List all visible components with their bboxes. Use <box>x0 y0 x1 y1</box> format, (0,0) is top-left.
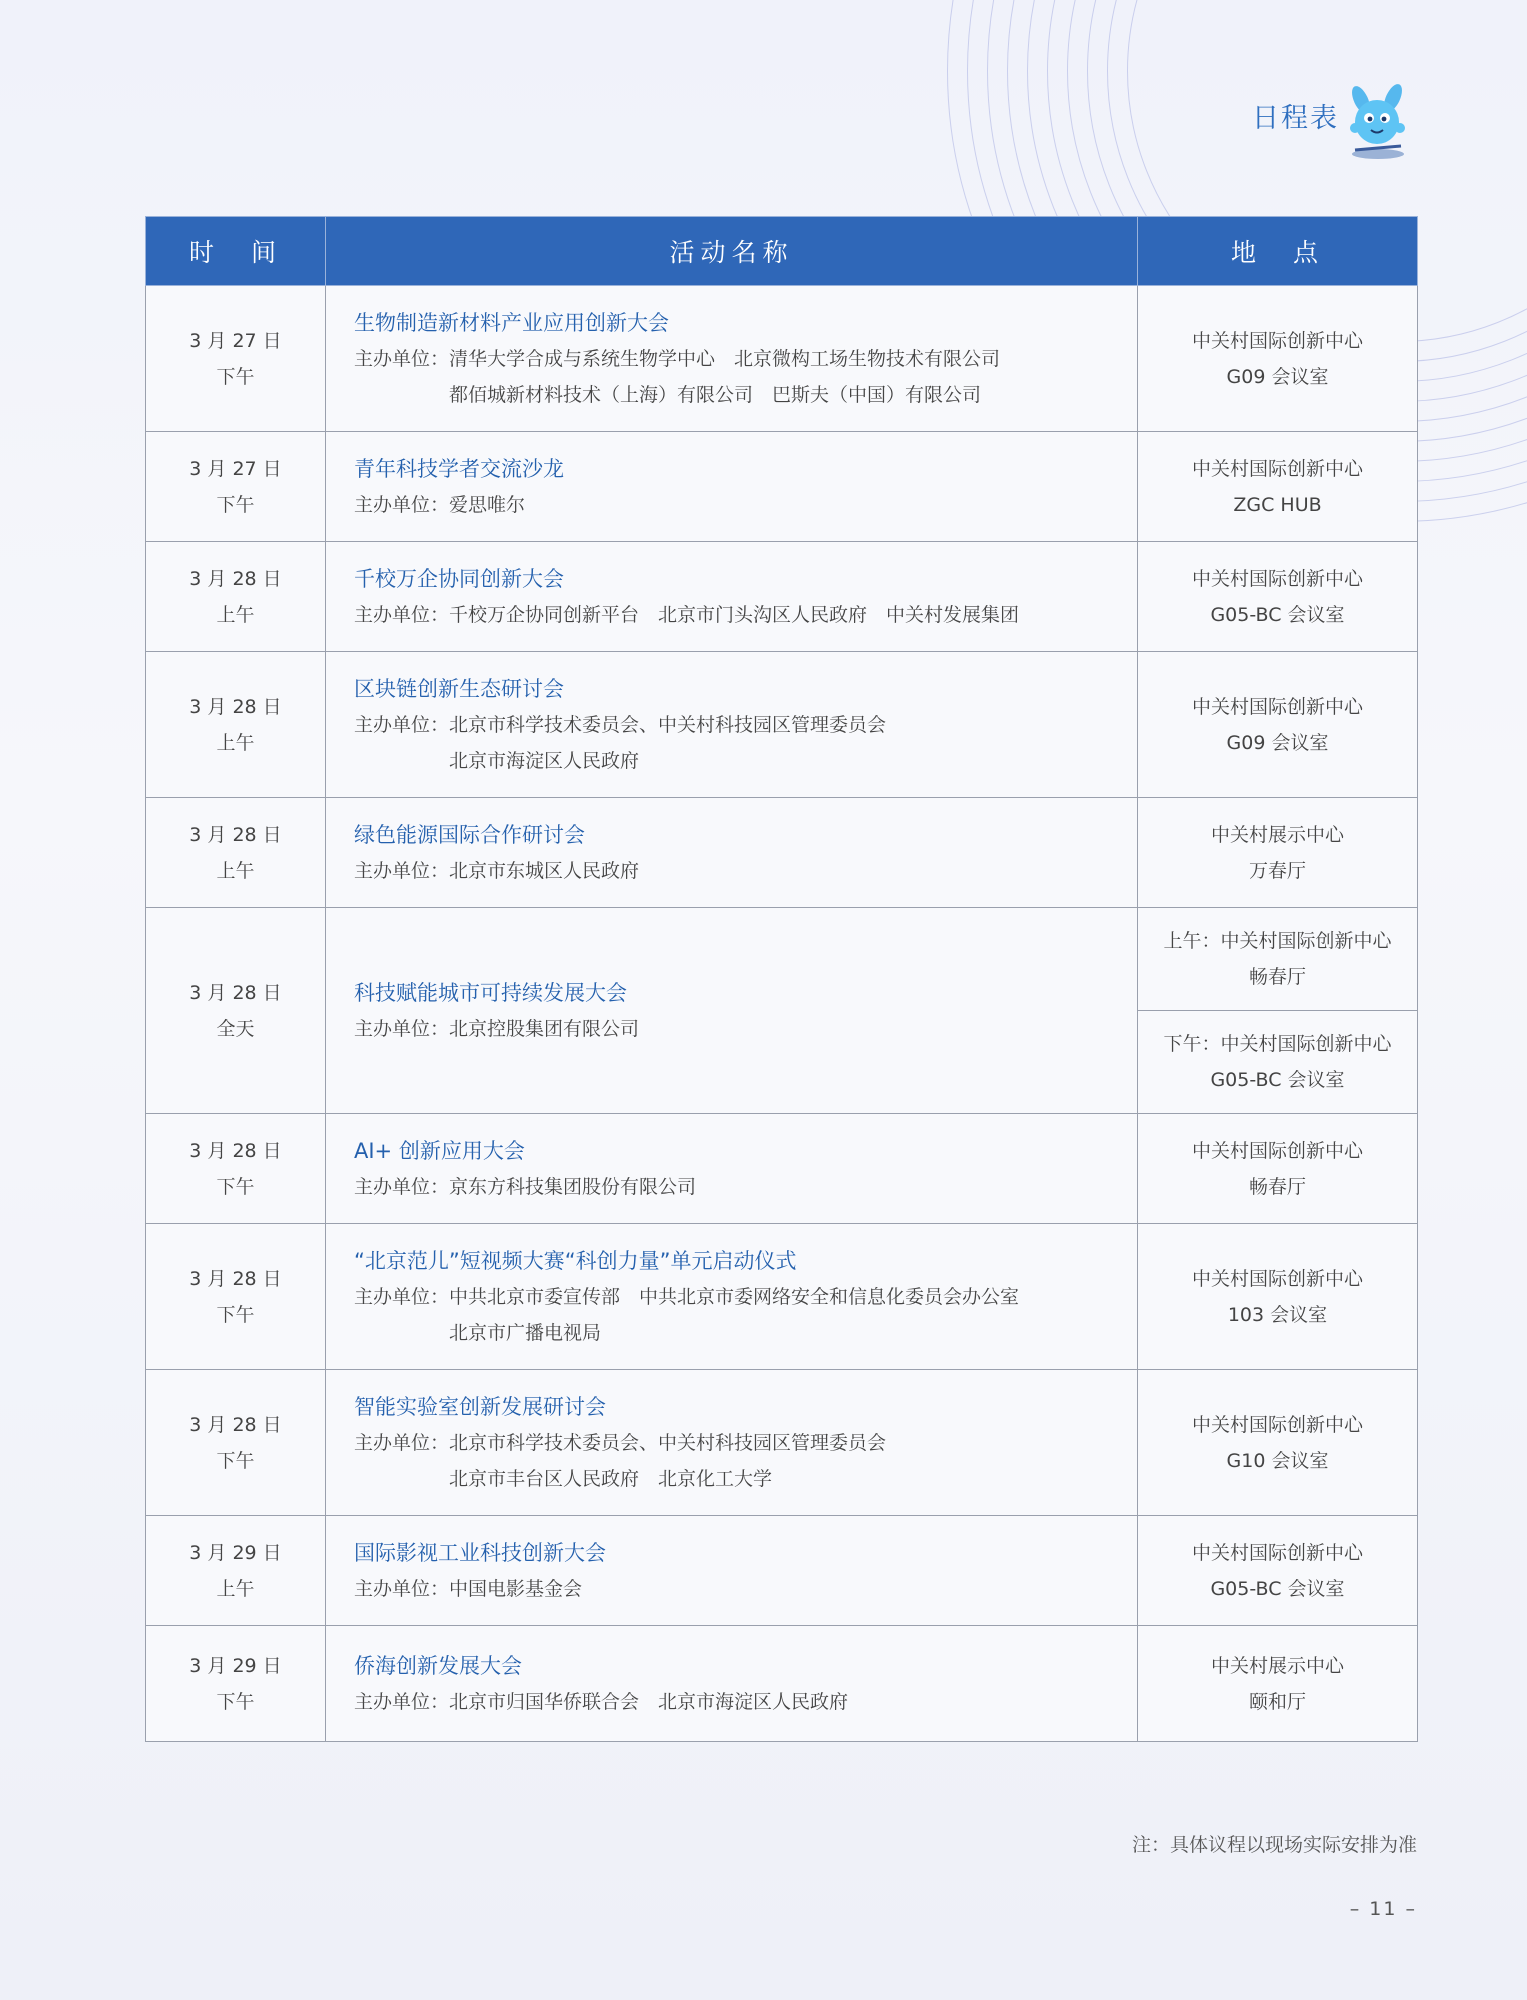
event-period: 上午 <box>216 603 255 626</box>
organizer-line: 中国电影基金会 <box>449 1577 583 1600</box>
event-period: 上午 <box>216 731 255 754</box>
location-cell <box>1138 798 1418 908</box>
organizer-line: 北京市东城区人民政府 <box>449 859 640 882</box>
event-organizer <box>354 707 1109 779</box>
location-line: G10 会议室 <box>1226 1449 1329 1472</box>
table-row <box>146 908 1418 1114</box>
location-line: G05-BC 会议室 <box>1210 603 1345 626</box>
event-period: 下午 <box>216 1690 255 1713</box>
page-title: 日程表 <box>1252 103 1339 134</box>
organizer-list <box>449 487 525 523</box>
organizer-line: 北京市归国华侨联合会 北京市海淀区人民政府 <box>449 1690 849 1713</box>
table-row <box>146 432 1418 542</box>
event-title: AI+ 创新应用大会 <box>354 1138 525 1163</box>
organizer-list <box>449 1169 696 1205</box>
location-cell <box>1138 1370 1418 1516</box>
time-cell <box>146 432 326 542</box>
time-cell <box>146 798 326 908</box>
event-date: 3 月 28 日 <box>189 823 282 846</box>
event-date: 3 月 27 日 <box>189 329 282 352</box>
event-period: 下午 <box>216 1303 255 1326</box>
location-session <box>1138 908 1417 1011</box>
organizer-list <box>449 597 1019 633</box>
location-line: G05-BC 会议室 <box>1210 1069 1345 1091</box>
event-date: 3 月 28 日 <box>189 1139 282 1162</box>
table-row <box>146 1370 1418 1516</box>
footnote: 注：具体议程以现场实际安排为准 <box>1131 1834 1417 1856</box>
organizer-line: 爱思唯尔 <box>449 493 526 516</box>
event-date: 3 月 27 日 <box>189 457 282 480</box>
organizer-label: 主办单位： <box>354 1285 450 1308</box>
event-organizer <box>354 1684 1109 1720</box>
event-title: 科技赋能城市可持续发展大会 <box>354 980 627 1005</box>
event-title: 生物制造新材料产业应用创新大会 <box>354 310 669 335</box>
organizer-list <box>449 1425 886 1497</box>
organizer-list <box>449 853 639 889</box>
event-date: 3 月 28 日 <box>189 695 282 718</box>
table-row <box>146 1626 1418 1742</box>
event-organizer <box>354 487 1109 523</box>
organizer-list <box>449 1279 1019 1351</box>
event-period: 下午 <box>216 493 255 516</box>
table-row <box>146 286 1418 432</box>
event-date: 3 月 29 日 <box>189 1541 282 1564</box>
organizer-line: 北京市海淀区人民政府 <box>449 749 640 772</box>
event-title: 智能实验室创新发展研讨会 <box>354 1394 606 1419</box>
organizer-label: 主办单位： <box>354 493 450 516</box>
time-cell <box>146 1626 326 1742</box>
event-date: 3 月 28 日 <box>189 981 282 1004</box>
organizer-list <box>449 1571 582 1607</box>
location-line: 万春厅 <box>1248 859 1306 882</box>
time-cell <box>146 1516 326 1626</box>
event-title: 千校万企协同创新大会 <box>354 566 564 591</box>
event-cell <box>326 1114 1138 1224</box>
location-line: G05-BC 会议室 <box>1210 1577 1345 1600</box>
organizer-line: 北京市科学技术委员会、中关村科技园区管理委员会 <box>449 713 887 736</box>
event-title: 侨海创新发展大会 <box>354 1653 522 1678</box>
table-row <box>146 1114 1418 1224</box>
location-line: 中关村国际创新中心 <box>1191 1413 1363 1436</box>
location-line: 中关村国际创新中心 <box>1191 329 1363 352</box>
location-line: ZGC HUB <box>1233 493 1322 516</box>
location-line: 上午：中关村国际创新中心 <box>1163 930 1392 952</box>
location-line: 中关村展示中心 <box>1210 1654 1344 1677</box>
table-row <box>146 1516 1418 1626</box>
event-organizer <box>354 1169 1109 1205</box>
page-number: – 11 – <box>1349 1898 1417 1920</box>
location-line: 中关村国际创新中心 <box>1191 1267 1363 1290</box>
event-cell <box>326 432 1138 542</box>
table-row <box>146 798 1418 908</box>
organizer-label: 主办单位： <box>354 1175 450 1198</box>
event-organizer <box>354 1571 1109 1607</box>
event-organizer <box>354 853 1109 889</box>
event-title: “北京范儿”短视频大赛“科创力量”单元启动仪式 <box>354 1248 797 1273</box>
location-line: 畅春厅 <box>1248 966 1306 988</box>
organizer-label: 主办单位： <box>354 1577 450 1600</box>
location-line: 中关村国际创新中心 <box>1191 695 1363 718</box>
location-line: 中关村国际创新中心 <box>1191 1541 1363 1564</box>
time-cell <box>146 908 326 1114</box>
location-line: 中关村国际创新中心 <box>1191 567 1363 590</box>
organizer-label: 主办单位： <box>354 713 450 736</box>
organizer-label: 主办单位： <box>354 1017 450 1040</box>
event-title: 国际影视工业科技创新大会 <box>354 1540 606 1565</box>
organizer-line: 中共北京市委宣传部 中共北京市委网络安全和信息化委员会办公室 <box>449 1285 1020 1308</box>
event-title: 绿色能源国际合作研讨会 <box>354 822 585 847</box>
location-session-cell <box>1138 908 1417 1011</box>
location-line: G09 会议室 <box>1226 365 1329 388</box>
location-cell <box>1138 652 1418 798</box>
location-cell <box>1138 286 1418 432</box>
organizer-label: 主办单位： <box>354 603 450 626</box>
event-date: 3 月 28 日 <box>189 1267 282 1290</box>
location-split <box>1138 908 1417 1113</box>
event-date: 3 月 29 日 <box>189 1654 282 1677</box>
time-cell <box>146 1224 326 1370</box>
location-cell <box>1138 1516 1418 1626</box>
header-location: 地 点 <box>1138 217 1418 286</box>
event-period: 上午 <box>216 1577 255 1600</box>
location-line: 下午：中关村国际创新中心 <box>1163 1033 1392 1055</box>
organizer-line: 北京市广播电视局 <box>449 1321 602 1344</box>
event-cell <box>326 1626 1138 1742</box>
location-line: 畅春厅 <box>1248 1175 1306 1198</box>
schedule-table <box>145 216 1418 1742</box>
location-cell <box>1138 432 1418 542</box>
location-line: 中关村国际创新中心 <box>1191 1139 1363 1162</box>
event-cell <box>326 1516 1138 1626</box>
header-time: 时 间 <box>146 217 326 286</box>
event-period: 全天 <box>216 1017 255 1040</box>
organizer-list <box>449 341 1000 413</box>
organizer-label: 主办单位： <box>354 859 450 882</box>
location-session-cell <box>1138 1011 1417 1114</box>
event-title: 青年科技学者交流沙龙 <box>354 456 564 481</box>
location-cell <box>1138 1626 1418 1742</box>
event-organizer <box>354 1279 1109 1351</box>
event-cell <box>326 798 1138 908</box>
organizer-line: 京东方科技集团股份有限公司 <box>449 1175 697 1198</box>
event-organizer <box>354 341 1109 413</box>
event-cell <box>326 286 1138 432</box>
organizer-list <box>449 1684 848 1720</box>
location-line: G09 会议室 <box>1226 731 1329 754</box>
mascot-icon <box>1341 84 1415 160</box>
organizer-line: 北京市科学技术委员会、中关村科技园区管理委员会 <box>449 1431 887 1454</box>
event-title: 区块链创新生态研讨会 <box>354 676 564 701</box>
location-line: 颐和厅 <box>1248 1690 1306 1713</box>
organizer-line: 北京控股集团有限公司 <box>449 1017 640 1040</box>
location-line: 103 会议室 <box>1227 1303 1328 1326</box>
table-row <box>146 652 1418 798</box>
time-cell <box>146 286 326 432</box>
header-activity: 活动名称 <box>326 217 1138 286</box>
event-period: 上午 <box>216 859 255 882</box>
organizer-line: 千校万企协同创新平台 北京市门头沟区人民政府 中关村发展集团 <box>449 603 1020 626</box>
time-cell <box>146 652 326 798</box>
event-cell <box>326 542 1138 652</box>
time-cell <box>146 542 326 652</box>
event-cell <box>326 652 1138 798</box>
organizer-list <box>449 707 886 779</box>
table-row <box>146 1224 1418 1370</box>
event-organizer <box>354 1011 1109 1047</box>
event-cell <box>326 1224 1138 1370</box>
location-cell <box>1138 908 1418 1114</box>
organizer-list <box>449 1011 639 1047</box>
location-line: 中关村展示中心 <box>1210 823 1344 846</box>
event-cell <box>326 1370 1138 1516</box>
organizer-line: 清华大学合成与系统生物学中心 北京微构工场生物技术有限公司 <box>449 347 1001 370</box>
event-period: 下午 <box>216 1175 255 1198</box>
location-line: 中关村国际创新中心 <box>1191 457 1363 480</box>
event-cell <box>326 908 1138 1114</box>
event-date: 3 月 28 日 <box>189 567 282 590</box>
organizer-line: 都佰城新材料技术（上海）有限公司 巴斯夫（中国）有限公司 <box>449 383 982 406</box>
table-row <box>146 542 1418 652</box>
organizer-label: 主办单位： <box>354 347 450 370</box>
time-cell <box>146 1114 326 1224</box>
time-cell <box>146 1370 326 1516</box>
organizer-label: 主办单位： <box>354 1690 450 1713</box>
event-period: 下午 <box>216 1449 255 1472</box>
event-period: 下午 <box>216 365 255 388</box>
event-organizer <box>354 597 1109 633</box>
location-cell <box>1138 1114 1418 1224</box>
organizer-line: 北京市丰台区人民政府 北京化工大学 <box>449 1467 773 1490</box>
event-date: 3 月 28 日 <box>189 1413 282 1436</box>
location-cell <box>1138 542 1418 652</box>
event-organizer <box>354 1425 1109 1497</box>
location-session <box>1138 1011 1417 1114</box>
table-header-row <box>146 217 1418 286</box>
organizer-label: 主办单位： <box>354 1431 450 1454</box>
location-cell <box>1138 1224 1418 1370</box>
